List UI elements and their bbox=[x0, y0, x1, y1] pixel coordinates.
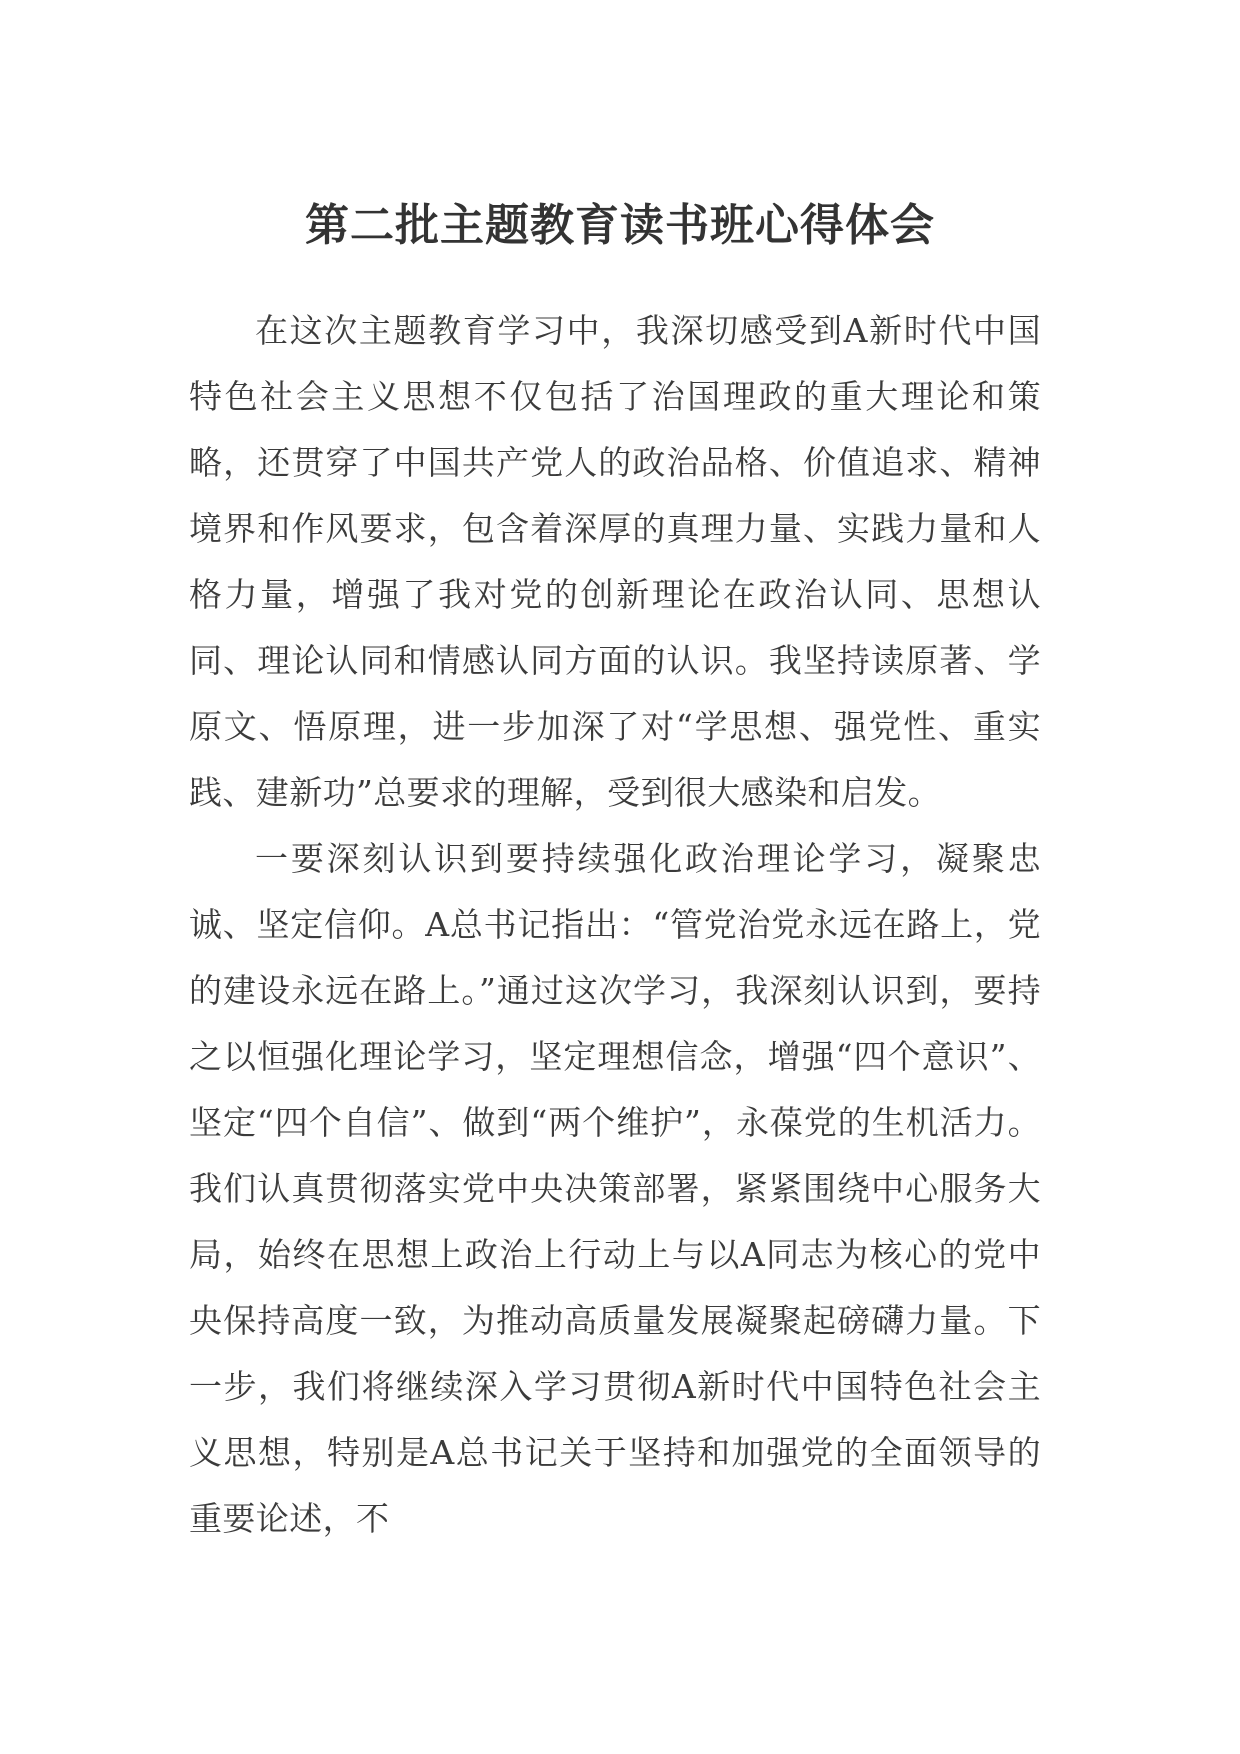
document-title: 第二批主题教育读书班心得体会 bbox=[305, 200, 935, 251]
paragraph-point-one: 一要深刻认识到要持续强化政治理论学习，凝聚忠诚、坚定信仰。A总书记指出：“管党治党永远在路上，党的建设永远在路上。”通过这次学习，我深刻认识到，要持之以恒强化理论学习，坚定理想信念，增强“四个意识”、坚定“四个自信”、做到“两个维护”，永葆党的生机活力。我们认真贯彻落实党中央决策部署，紧紧围绕中心服务大局，始终在思想上政治上行动上与以A同志为核心的党中央保持高度一致，为推动高质量发展凝聚起磅礴力量。下一步，我们将继续深入学习贯彻A新时代中国特色社会主义思想，特别是A总书记关于坚持和加强党的全面领导的重要论述，不 bbox=[189, 839, 1041, 1538]
document-body bbox=[189, 298, 1041, 1552]
paragraph-intro: 在这次主题教育学习中，我深切感受到A新时代中国特色社会主义思想不仅包括了治国理政的重大理论和策略，还贯穿了中国共产党人的政治品格、价值追求、精神境界和作风要求，包含着深厚的真理力量、实践力量和人格力量，增强了我对党的创新理论在政治认同、思想认同、理论认同和情感认同方面的认识。我坚持读原著、学原文、悟原理，进一步加深了对“学思想、强党性、重实践、建新功”总要求的理解，受到很大感染和启发。 bbox=[189, 311, 1041, 812]
